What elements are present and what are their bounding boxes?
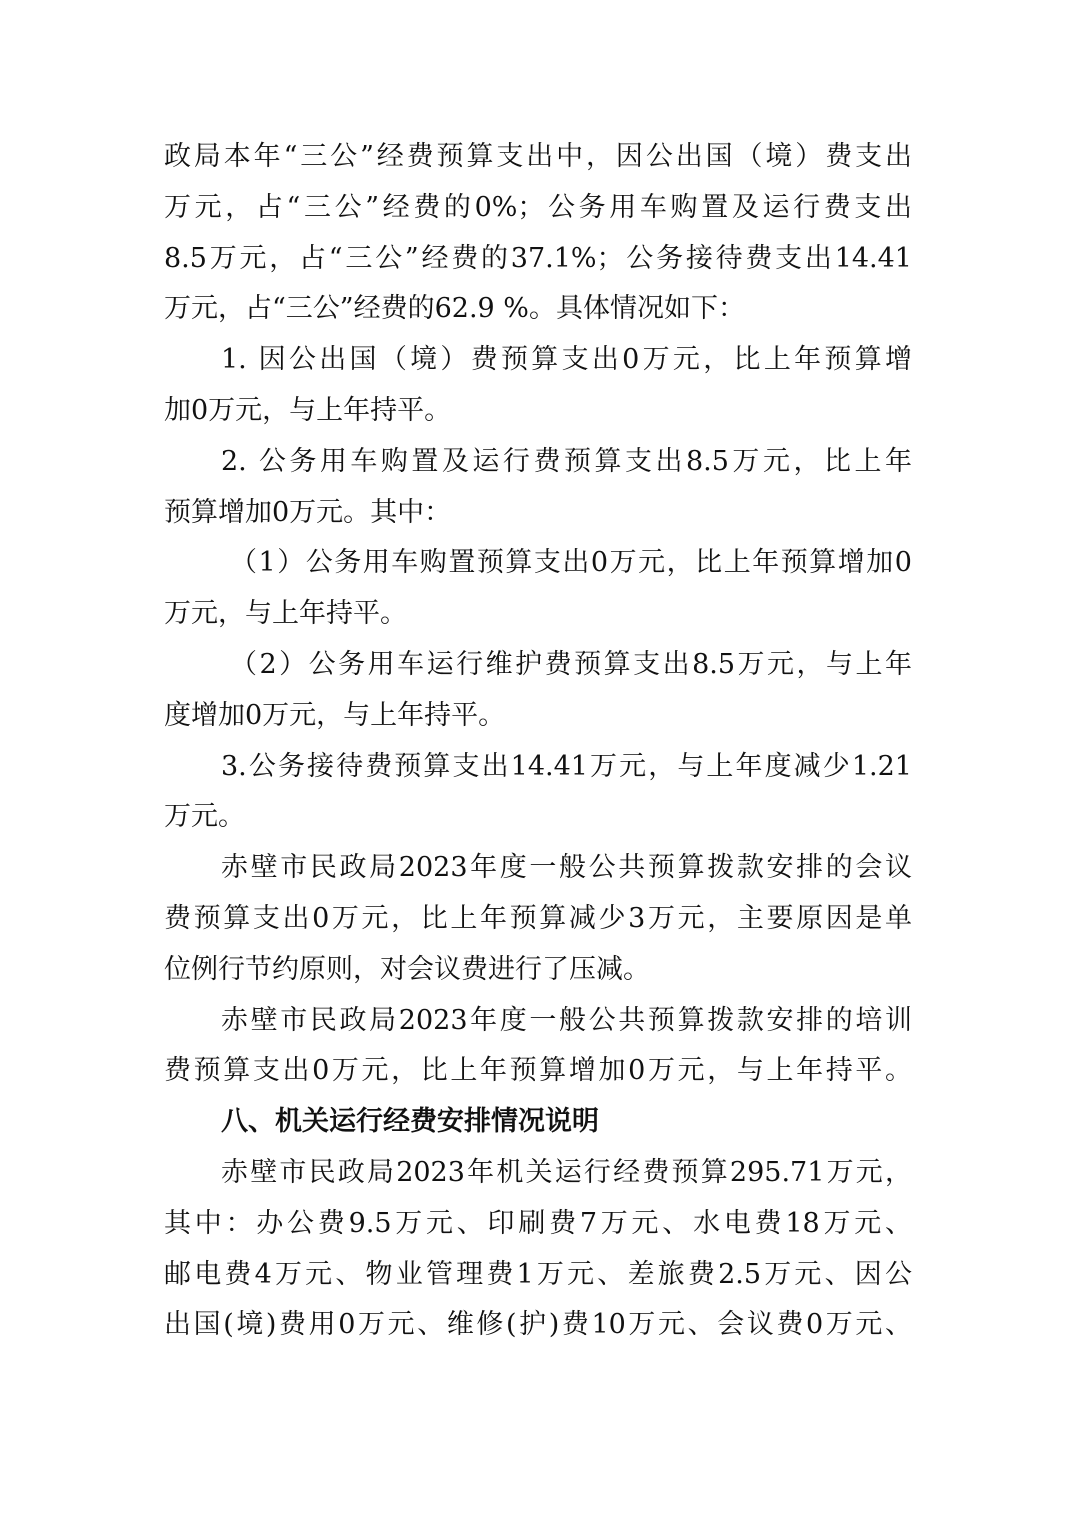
paragraph-line: 位例行节约原则，对会议费进行了压减。 bbox=[164, 953, 650, 985]
list-item-line: 1. 因公出国（境）费预算支出0万元，比上年预算增 bbox=[221, 344, 912, 376]
sub-item-line: （1）公务用车购置预算支出0万元，比上年预算增加0 bbox=[230, 547, 912, 579]
sub-item-line: 度增加0万元，与上年持平。 bbox=[164, 699, 506, 731]
paragraph-line: 邮电费4万元、物业管理费1万元、差旅费2.5万元、因公 bbox=[164, 1258, 912, 1290]
paragraph-line: 费预算支出0万元，比上年预算增加0万元，与上年持平。 bbox=[164, 1055, 912, 1087]
paragraph-line: 政局本年“三公”经费预算支出中，因公出国（境）费支出 bbox=[164, 141, 912, 172]
list-item-line: 3.公务接待费预算支出14.41万元，与上年度减少1.21 bbox=[221, 750, 912, 782]
document-body bbox=[164, 132, 912, 1351]
paragraph-line: 费预算支出0万元，比上年预算减少3万元，主要原因是单 bbox=[164, 902, 912, 934]
list-item-line: 2. 公务用车购置及运行费预算支出8.5万元，比上年 bbox=[221, 445, 912, 477]
list-item-line: 加0万元，与上年持平。 bbox=[164, 394, 452, 426]
paragraph-line: 其中：办公费9.5万元、印刷费7万元、水电费18万元、 bbox=[164, 1207, 912, 1239]
sub-item-line: 万元，与上年持平。 bbox=[164, 598, 407, 630]
paragraph-line: 赤壁市民政局2023年度一般公共预算拨款安排的会议 bbox=[221, 852, 912, 884]
section-heading: 八、机关运行经费安排情况说明 bbox=[221, 1106, 599, 1138]
paragraph-line: 8.5万元，占“三公”经费的37.1%；公务接待费支出14.41 bbox=[164, 242, 912, 274]
sub-item-line: （2）公务用车运行维护费预算支出8.5万元，与上年 bbox=[230, 648, 912, 680]
list-item-line: 万元。 bbox=[164, 801, 245, 833]
list-item-line: 预算增加0万元。其中： bbox=[164, 496, 452, 528]
paragraph-line: 出国(境)费用0万元、维修(护)费10万元、会议费0万元、 bbox=[164, 1309, 912, 1341]
paragraph-line: 万元，占“三公”经费的0%；公务用车购置及运行费支出 bbox=[164, 191, 912, 223]
paragraph-line: 赤壁市民政局2023年机关运行经费预算295.71万元， bbox=[221, 1156, 912, 1188]
paragraph-line: 赤壁市民政局2023年度一般公共预算拨款安排的培训 bbox=[221, 1004, 912, 1036]
paragraph-line: 万元，占“三公”经费的62.9 %。具体情况如下： bbox=[164, 293, 745, 325]
